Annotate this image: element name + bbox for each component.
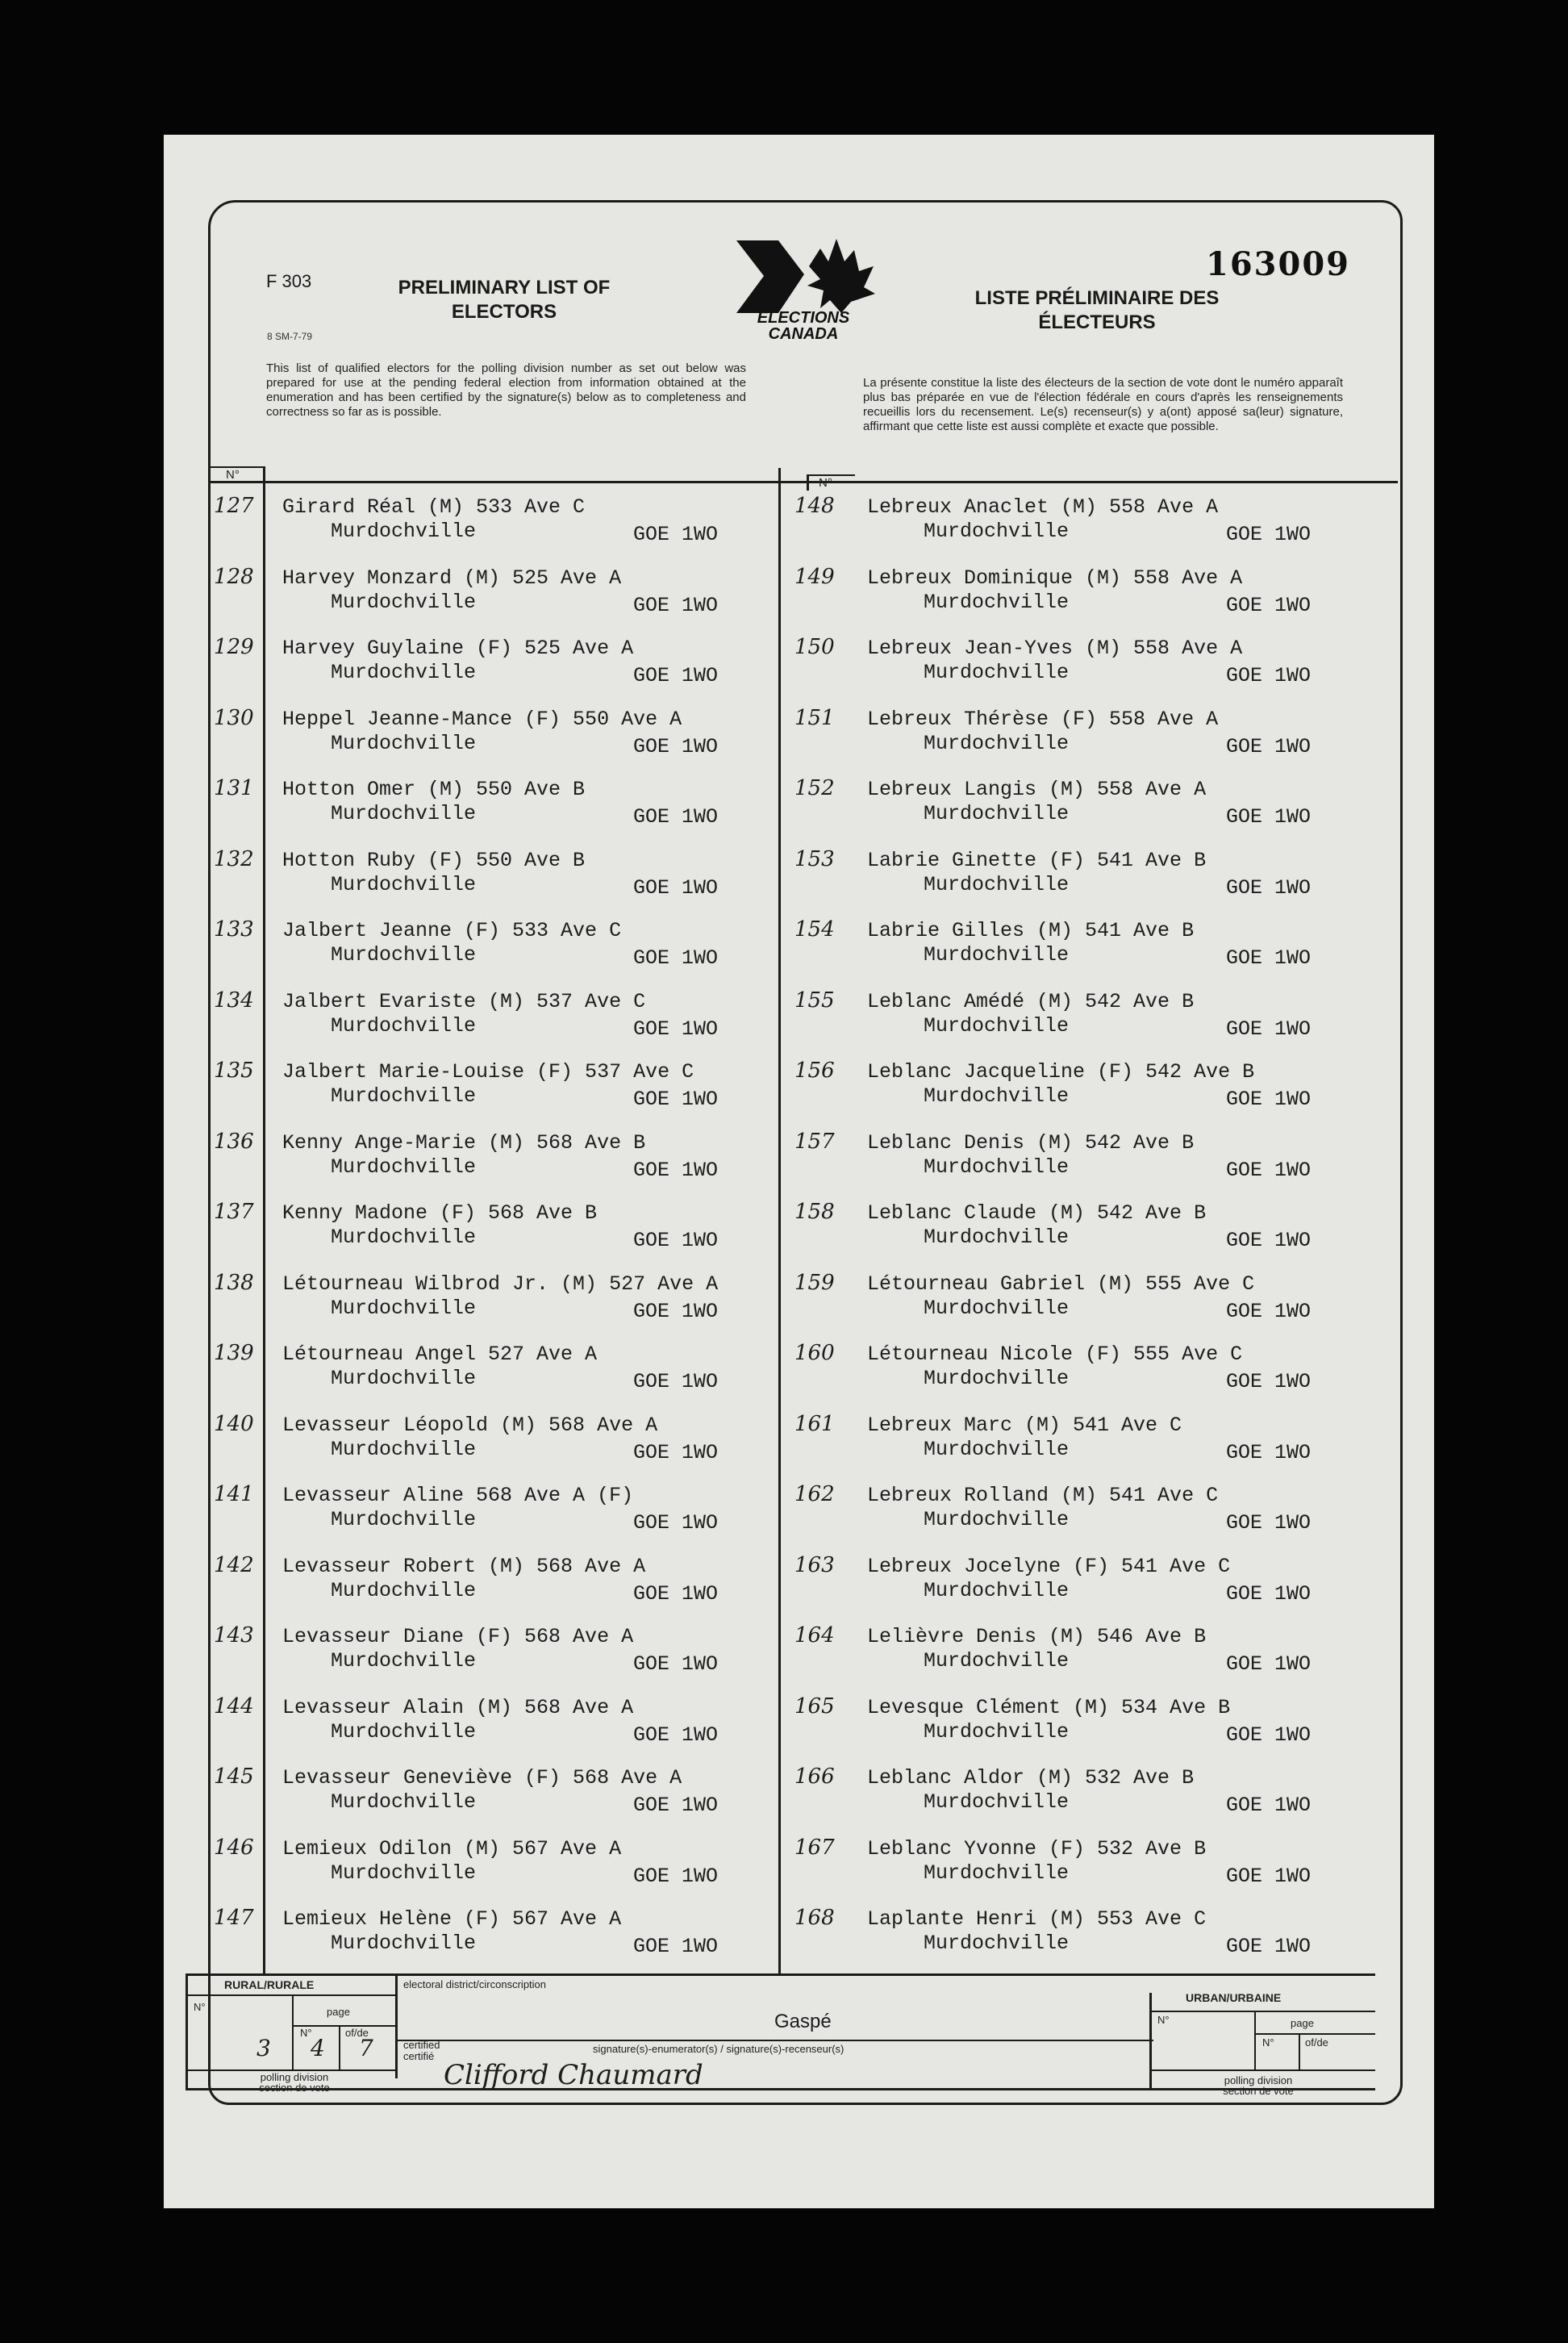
entry-name-address: Lebreux Langis (M) 558 Ave A [867, 778, 1207, 801]
entry-postal-code: GOE 1WO [1226, 1229, 1312, 1252]
entry-name-address: Laplante Henri (M) 553 Ave C [867, 1907, 1207, 1931]
entry-town: Murdochville [331, 1719, 477, 1744]
entry-town: Murdochville [924, 1367, 1070, 1390]
entry-name-address: Levasseur Geneviève (F) 568 Ave A [282, 1766, 682, 1790]
entry-postal-code: GOE 1WO [1226, 1088, 1312, 1111]
entry-postal-code: GOE 1WO [1226, 734, 1312, 758]
left-number-column-rule [263, 466, 265, 1975]
urban-label: URBAN/URBAINE [1186, 1991, 1282, 2004]
entry-number: 128 [214, 564, 254, 589]
entry-town: Murdochville [331, 1790, 477, 1814]
entry-number: 138 [214, 1270, 254, 1295]
urban-header-rule [1149, 2011, 1375, 2012]
entry-name-address: Harvey Monzard (M) 525 Ave A [282, 566, 622, 590]
entry-postal-code: GOE 1WO [633, 1581, 719, 1606]
logo-line2: CANADA [768, 325, 839, 343]
entry-town: Murdochville [924, 1578, 1070, 1602]
entry-postal-code: GOE 1WO [1226, 875, 1312, 900]
urban-of-label: of/de [1305, 2036, 1328, 2049]
print-code: 8 SM-7-79 [267, 331, 313, 342]
entry-town: Murdochville [331, 520, 477, 543]
entry-number: 158 [794, 1200, 835, 1224]
entry-number: 135 [214, 1059, 254, 1083]
certified-fr: certifié [403, 2050, 435, 2062]
certified-label [403, 2040, 440, 2062]
certified-en: certified [403, 2039, 440, 2051]
elections-canada-logo [730, 234, 883, 347]
district-value: Gaspé [774, 2011, 832, 2032]
entry-town: Murdochville [924, 1084, 1070, 1108]
entry-town: Murdochville [924, 1649, 1070, 1673]
rural-polling-div-fr: section de vote [259, 2082, 330, 2094]
entry-name-address: Lebreux Dominique (M) 558 Ave A [867, 566, 1243, 590]
entry-town: Murdochville [331, 661, 477, 684]
entry-name-address: Lemieux Odilon (M) 567 Ave A [282, 1836, 622, 1861]
entry-town: Murdochville [924, 1508, 1070, 1531]
entry-postal-code: GOE 1WO [1226, 1723, 1312, 1747]
entry-postal-code: GOE 1WO [1226, 1864, 1312, 1888]
entry-postal-code: GOE 1WO [1226, 1440, 1312, 1464]
entry-postal-code: GOE 1WO [1226, 1158, 1312, 1182]
title-english-line2: ELECTORS [451, 301, 557, 323]
entry-name-address: Lelièvre Denis (M) 546 Ave B [867, 1625, 1207, 1648]
entry-name-address: Leblanc Aldor (M) 532 Ave B [867, 1766, 1195, 1790]
entry-postal-code: GOE 1WO [1226, 1299, 1312, 1323]
entry-postal-code: GOE 1WO [633, 946, 719, 970]
entry-town: Murdochville [924, 1155, 1070, 1179]
entry-number: 132 [214, 846, 254, 871]
entry-postal-code: GOE 1WO [1226, 664, 1312, 687]
intro-french: La présente constitue la liste des électeurs de la section de vote dont le numéro apparaît plus bas préparée en vue de l'élection fédérale en cours d'après les renseignements recueillis lors du recensement. Le(s) recenseur(s) y a(ont) apposé sa(leur) signature, affirmant que cette liste est aussi complète et exacte que possible. [863, 376, 1343, 433]
entry-town: Murdochville [331, 1296, 477, 1320]
entry-town: Murdochville [924, 1861, 1070, 1885]
entry-town: Murdochville [331, 1367, 477, 1390]
entry-number: 152 [794, 776, 835, 800]
entry-number: 137 [214, 1200, 254, 1224]
entry-town: Murdochville [924, 872, 1070, 896]
entry-number: 140 [214, 1411, 254, 1436]
entry-name-address: Levesque Clément (M) 534 Ave B [867, 1695, 1231, 1719]
center-column-rule [778, 468, 781, 1975]
rural-header-rule [186, 1994, 397, 1996]
entry-number: 145 [214, 1765, 254, 1789]
entry-postal-code: GOE 1WO [633, 1299, 719, 1323]
entry-number: 154 [794, 917, 835, 942]
rural-label: RURAL/RURALE [224, 1978, 315, 1991]
entry-town: Murdochville [924, 731, 1070, 755]
entry-number: 159 [794, 1270, 835, 1295]
entry-postal-code: GOE 1WO [1226, 1017, 1312, 1041]
footer-top-rule [186, 1973, 1375, 1976]
entry-postal-code: GOE 1WO [633, 875, 719, 900]
entry-name-address: Hotton Omer (M) 550 Ave B [282, 778, 586, 801]
entry-number: 139 [214, 1341, 254, 1365]
entry-town: Murdochville [924, 590, 1070, 614]
entry-postal-code: GOE 1WO [633, 523, 719, 546]
entry-town: Murdochville [924, 1013, 1070, 1038]
entry-town: Murdochville [924, 1719, 1070, 1744]
entry-postal-code: GOE 1WO [1226, 1935, 1312, 1958]
left-no-header: N° [226, 468, 240, 482]
rural-page-no-label: N° [300, 2027, 312, 2039]
entry-number: 166 [794, 1765, 835, 1789]
entry-number: 134 [214, 988, 254, 1013]
entry-postal-code: GOE 1WO [633, 1017, 719, 1041]
entry-number: 149 [794, 564, 835, 589]
entry-town: Murdochville [924, 1437, 1070, 1461]
entry-number: 161 [794, 1411, 835, 1436]
entry-name-address: Levasseur Diane (F) 568 Ave A [282, 1625, 634, 1648]
serial-number: 163009 [1206, 245, 1350, 283]
urban-polling-div-en: polling division [1224, 2074, 1293, 2086]
entry-postal-code: GOE 1WO [1226, 523, 1312, 546]
entry-name-address: Létourneau Gabriel (M) 555 Ave C [867, 1272, 1255, 1296]
entry-town: Murdochville [331, 1649, 477, 1673]
signature-label: signature(s)-enumerator(s) / signature(s)-recenseur(s) [593, 2043, 844, 2055]
entry-postal-code: GOE 1WO [633, 1229, 719, 1252]
urban-polling-rule [1149, 2069, 1375, 2071]
entry-name-address: Lebreux Anaclet (M) 558 Ave A [867, 495, 1219, 519]
entry-number: 127 [214, 494, 254, 518]
form-code: F 303 [266, 271, 312, 291]
entry-name-address: Leblanc Amédé (M) 542 Ave B [867, 989, 1195, 1013]
enumerator-signature: Clifford Chaumard [444, 2059, 703, 2091]
rural-page-label: page [327, 2006, 350, 2018]
urban-page-label: page [1291, 2017, 1314, 2029]
rural-page-divider [339, 2027, 340, 2070]
entry-postal-code: GOE 1WO [1226, 1794, 1312, 1817]
entry-name-address: Jalbert Marie-Louise (F) 537 Ave C [282, 1060, 694, 1084]
title-french [956, 286, 1238, 335]
entry-name-address: Jalbert Evariste (M) 537 Ave C [282, 989, 646, 1013]
entry-name-address: Lebreux Rolland (M) 541 Ave C [867, 1484, 1219, 1507]
entry-postal-code: GOE 1WO [1226, 1370, 1312, 1393]
entry-town: Murdochville [331, 1508, 477, 1531]
entry-town: Murdochville [331, 1084, 477, 1108]
entry-name-address: Hotton Ruby (F) 550 Ave B [282, 848, 586, 872]
entry-number: 146 [214, 1835, 254, 1860]
entry-name-address: Létourneau Angel 527 Ave A [282, 1343, 598, 1366]
urban-no-label: N° [1157, 2014, 1170, 2026]
entry-number: 153 [794, 846, 835, 871]
rural-polling-division-label [242, 2072, 347, 2093]
entry-number: 156 [794, 1059, 835, 1083]
entry-town: Murdochville [331, 802, 477, 825]
entry-name-address: Lebreux Marc (M) 541 Ave C [867, 1413, 1182, 1437]
entry-name-address: Leblanc Yvonne (F) 532 Ave B [867, 1836, 1207, 1861]
entry-postal-code: GOE 1WO [633, 1088, 719, 1111]
entry-name-address: Levasseur Alain (M) 568 Ave A [282, 1695, 634, 1719]
entry-postal-code: GOE 1WO [633, 1794, 719, 1817]
entry-town: Murdochville [331, 872, 477, 896]
title-english [379, 276, 629, 324]
entry-town: Murdochville [924, 661, 1070, 684]
entry-number: 160 [794, 1341, 835, 1365]
entry-town: Murdochville [331, 1861, 477, 1885]
entry-number: 165 [794, 1694, 835, 1719]
entry-name-address: Levasseur Léopold (M) 568 Ave A [282, 1413, 658, 1437]
entry-name-address: Levasseur Robert (M) 568 Ave A [282, 1554, 646, 1578]
title-english-line1: PRELIMINARY LIST OF [398, 277, 611, 299]
entry-postal-code: GOE 1WO [633, 1864, 719, 1888]
entry-postal-code: GOE 1WO [633, 1511, 719, 1535]
entry-number: 136 [214, 1129, 254, 1154]
entry-name-address: Leblanc Jacqueline (F) 542 Ave B [867, 1060, 1255, 1084]
rural-polling-div-en: polling division [260, 2071, 329, 2083]
logo-text [735, 310, 872, 342]
entry-number: 168 [794, 1906, 835, 1930]
entry-postal-code: GOE 1WO [633, 1440, 719, 1464]
right-no-header-side [807, 474, 809, 491]
entry-name-address: Leblanc Denis (M) 542 Ave B [867, 1130, 1195, 1155]
entry-town: Murdochville [331, 1932, 477, 1955]
entry-name-address: Lebreux Jean-Yves (M) 558 Ave A [867, 637, 1243, 660]
entry-name-address: Lebreux Thérèse (F) 558 Ave A [867, 707, 1219, 731]
entry-town: Murdochville [331, 1437, 477, 1461]
entry-name-address: Leblanc Claude (M) 542 Ave B [867, 1201, 1207, 1225]
urban-no-divider [1254, 2012, 1256, 2070]
entry-postal-code: GOE 1WO [633, 805, 719, 829]
entry-number: 147 [214, 1906, 254, 1930]
entry-town: Murdochville [331, 1578, 477, 1602]
entry-town: Murdochville [331, 590, 477, 614]
entry-postal-code: GOE 1WO [633, 1935, 719, 1958]
entry-name-address: Létourneau Nicole (F) 555 Ave C [867, 1343, 1243, 1366]
district-bottom-rule [395, 2040, 1153, 2041]
entry-town: Murdochville [924, 520, 1070, 543]
urban-page-divider [1299, 2035, 1300, 2070]
entry-number: 130 [214, 705, 254, 730]
entry-name-address: Labrie Ginette (F) 541 Ave B [867, 848, 1207, 872]
urban-polling-division-label [1206, 2075, 1311, 2096]
entry-postal-code: GOE 1WO [1226, 1511, 1312, 1535]
entry-postal-code: GOE 1WO [1226, 805, 1312, 829]
entry-name-address: Heppel Jeanne-Mance (F) 550 Ave A [282, 707, 682, 731]
district-label: electoral district/circonscription [403, 1978, 547, 1990]
entry-name-address: Kenny Ange-Marie (M) 568 Ave B [282, 1130, 646, 1155]
entry-town: Murdochville [924, 943, 1070, 967]
rural-number-value: 3 [256, 2035, 271, 2061]
title-french-line1: LISTE PRÉLIMINAIRE DES [974, 287, 1220, 309]
entry-town: Murdochville [924, 1790, 1070, 1814]
entry-postal-code: GOE 1WO [633, 734, 719, 758]
entry-town: Murdochville [924, 802, 1070, 825]
entry-name-address: Lemieux Helène (F) 567 Ave A [282, 1907, 622, 1931]
entry-name-address: Jalbert Jeanne (F) 533 Ave C [282, 919, 622, 942]
footer-bottom-rule [186, 2088, 1375, 2090]
rural-no-divider [292, 1996, 294, 2070]
entry-town: Murdochville [331, 1226, 477, 1249]
entry-name-address: Girard Réal (M) 533 Ave C [282, 495, 586, 519]
entry-postal-code: GOE 1WO [633, 664, 719, 687]
rural-of-label: of/de [345, 2027, 369, 2039]
urban-page-rule [1254, 2033, 1375, 2035]
entry-name-address: Harvey Guylaine (F) 525 Ave A [282, 637, 634, 660]
entry-name-address: Levasseur Aline 568 Ave A (F) [282, 1484, 634, 1507]
entry-number: 167 [794, 1835, 835, 1860]
entry-number: 143 [214, 1623, 254, 1648]
entry-postal-code: GOE 1WO [633, 1723, 719, 1747]
entry-town: Murdochville [924, 1932, 1070, 1955]
page-total-value: 7 [359, 2035, 373, 2061]
entry-number: 141 [214, 1482, 254, 1506]
entry-town: Murdochville [331, 1013, 477, 1038]
entry-town: Murdochville [924, 1296, 1070, 1320]
urban-page-no-label: N° [1262, 2036, 1274, 2049]
footer-left-rule [186, 1973, 188, 2090]
entry-number: 129 [214, 635, 254, 659]
entry-name-address: Létourneau Wilbrod Jr. (M) 527 Ave A [282, 1272, 719, 1296]
title-french-line2: ÉLECTEURS [1038, 311, 1156, 333]
right-no-header: N° [819, 476, 832, 490]
entry-number: 157 [794, 1129, 835, 1154]
entry-postal-code: GOE 1WO [1226, 1581, 1312, 1606]
entry-postal-code: GOE 1WO [633, 593, 719, 617]
table-top-rule [208, 481, 1398, 483]
entry-name-address: Lebreux Jocelyne (F) 541 Ave C [867, 1554, 1231, 1578]
entry-town: Murdochville [331, 943, 477, 967]
entry-postal-code: GOE 1WO [633, 1370, 719, 1393]
entry-number: 131 [214, 776, 254, 800]
entry-number: 144 [214, 1694, 254, 1719]
entry-postal-code: GOE 1WO [633, 1158, 719, 1182]
entry-number: 133 [214, 917, 254, 942]
urban-box-left-rule [1149, 1993, 1152, 2090]
entry-name-address: Labrie Gilles (M) 541 Ave B [867, 919, 1195, 942]
entry-number: 150 [794, 635, 835, 659]
intro-english: This list of qualified electors for the polling division number as set out below was prepared for use at the pending federal election from information obtained at the enumeration and has been certified by the signature(s) below as to completeness and correctness so far as is possible. [266, 361, 746, 419]
entry-postal-code: GOE 1WO [633, 1652, 719, 1676]
entry-town: Murdochville [331, 731, 477, 755]
logo-line1: ELECTIONS [757, 309, 850, 327]
entry-number: 163 [794, 1552, 835, 1577]
entry-postal-code: GOE 1WO [1226, 593, 1312, 617]
entry-number: 142 [214, 1552, 254, 1577]
urban-polling-div-fr: section de vote [1223, 2085, 1294, 2097]
entry-postal-code: GOE 1WO [1226, 1652, 1312, 1676]
entry-number: 148 [794, 494, 835, 518]
page-number-value: 4 [311, 2035, 325, 2061]
entry-number: 151 [794, 705, 835, 730]
entry-town: Murdochville [924, 1226, 1070, 1249]
entry-postal-code: GOE 1WO [1226, 946, 1312, 970]
entry-number: 164 [794, 1623, 835, 1648]
entry-number: 155 [794, 988, 835, 1013]
entry-number: 162 [794, 1482, 835, 1506]
entry-name-address: Kenny Madone (F) 568 Ave B [282, 1201, 598, 1225]
rural-no-label: N° [194, 2001, 206, 2013]
entry-town: Murdochville [331, 1155, 477, 1179]
